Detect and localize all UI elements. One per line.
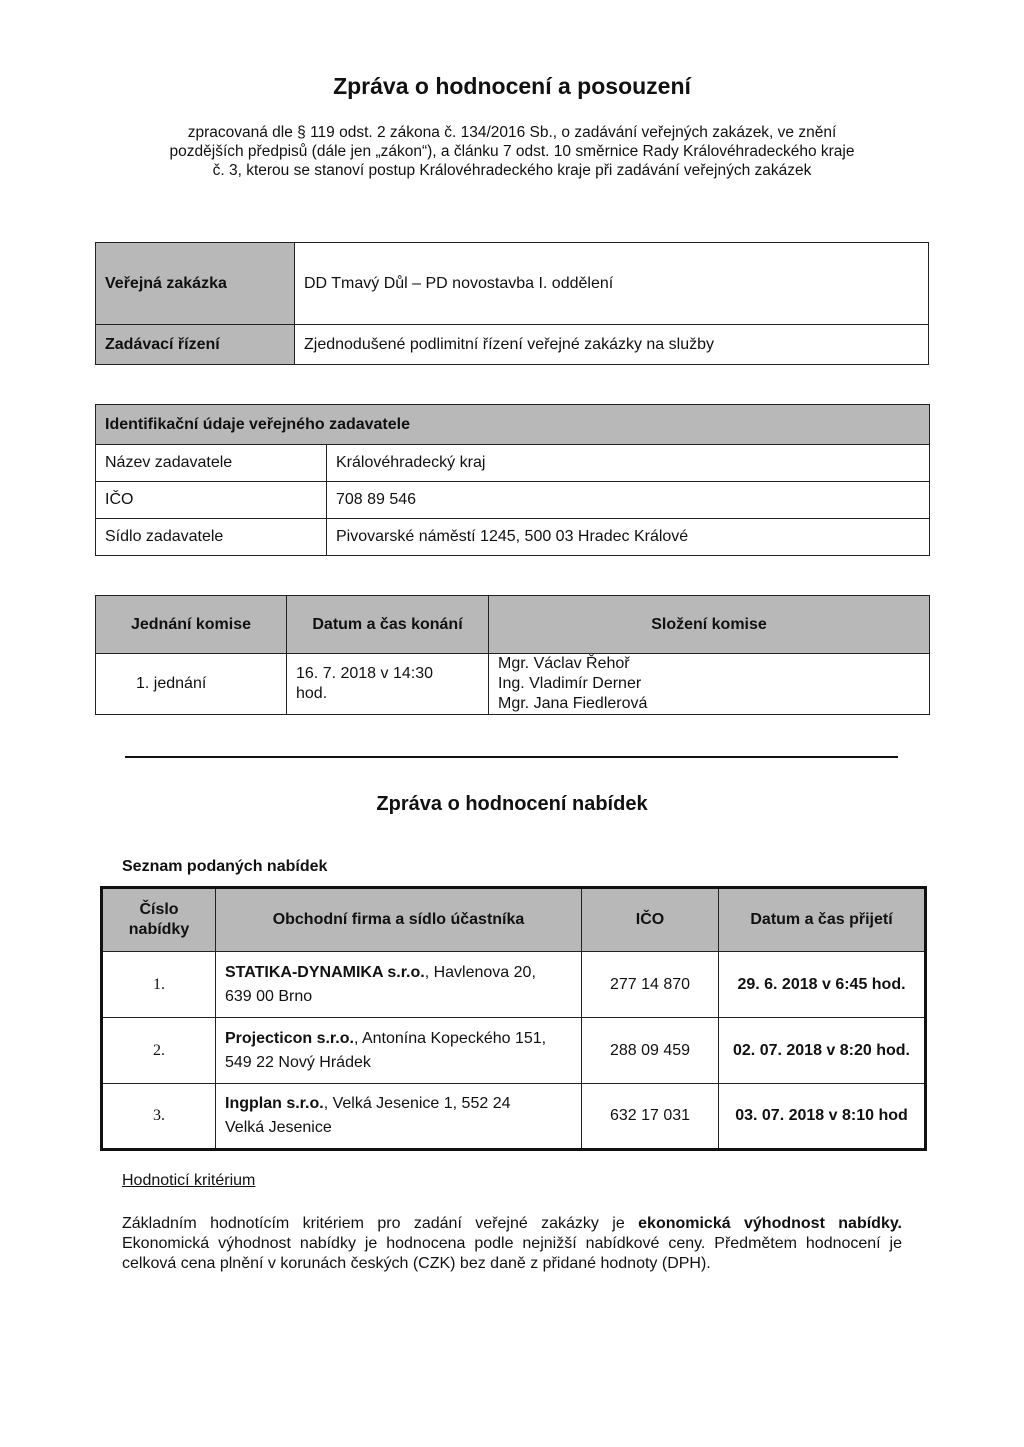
intro-line: zpracovaná dle § 119 odst. 2 zákona č. 134/2016 Sb., o zadávání veřejných zakázek, ve znění [187,124,837,141]
offers-header-number [102,888,216,952]
offer-firm [216,1084,582,1150]
authority-row-label: Sídlo zadavatele [96,519,327,556]
offer-ico: 288 09 459 [582,1018,719,1084]
authority-header: Identifikační údaje veřejného zadavatele [96,405,930,445]
contract-label: Veřejná zakázka [96,243,295,325]
offer-number: 2. [102,1018,216,1084]
section-divider [125,756,898,758]
procedure-label: Zadávací řízení [96,325,295,365]
offer-firm [216,1018,582,1084]
contract-table [95,242,929,365]
offer-firm-name: Ingplan s.r.o. [225,1095,324,1112]
authority-row-value: Pivovarské náměstí 1245, 500 03 Hradec Králové [327,519,930,556]
commission-header-members: Složení komise [489,596,930,654]
commission-header-meeting: Jednání komise [96,596,287,654]
offers-header-ico: IČO [582,888,719,952]
document-title: Zpráva o hodnocení a posouzení [333,73,691,99]
offer-firm-address: 639 00 Brno [225,987,313,1005]
meeting-datetime [287,654,489,715]
offer-received: 29. 6. 2018 v 6:45 hod. [719,952,926,1018]
authority-row-label: IČO [96,482,327,519]
criterion-text: Základním hodnotícím kritériem pro zadání veřejné zakázky je [122,1215,639,1232]
section-title: Zpráva o hodnocení nabídek [376,793,648,815]
offer-firm-address: , Velká Jesenice 1, 552 24 [323,1095,511,1112]
commission-table [95,595,930,715]
offer-row [102,1084,926,1150]
commission-member: Mgr. Jana Fiedlerová [498,695,648,712]
intro-line: pozdějších předpisů (dále jen „zákon“), a článku 7 odst. 10 směrnice Rady Královéhradeckého kraje [169,143,855,160]
offers-list-label: Seznam podaných nabídek [122,858,328,875]
criterion-text-bold: ekonomická výhodnost nabídky. [638,1215,902,1232]
offers-header-firm: Obchodní firma a sídlo účastníka [216,888,582,952]
offer-row [102,1018,926,1084]
intro-line: č. 3, kterou se stanoví postup Královéhradeckého kraje při zadávání veřejných zakázek [212,162,812,179]
offer-firm-name: STATIKA-DYNAMIKA s.r.o. [225,963,425,981]
offers-header-number-line: Číslo [139,901,179,918]
offer-firm-address: , Antonína Kopeckého 151, [353,1029,547,1047]
criterion-text: Ekonomická výhodnost nabídky je hodnocena podle nejnižší nabídkové ceny. Předmětem hodnocení je celková cena plnění v korunách českých (CZK) bez daně z přidané hodnoty (DPH). [122,1235,902,1272]
meeting-datetime-line: 16. 7. 2018 v 14:30 [296,665,433,682]
offer-number: 3. [102,1084,216,1150]
offer-number: 1. [102,952,216,1018]
offer-received: 02. 07. 2018 v 8:20 hod. [719,1018,926,1084]
offer-row [102,952,926,1018]
offers-table [100,886,927,1151]
intro-paragraph [120,123,904,180]
procedure-value: Zjednodušené podlimitní řízení veřejné zakázky na služby [295,325,929,365]
offer-firm-address: , Havlenova 20, [424,963,536,981]
commission-members [489,654,930,715]
authority-table [95,404,930,556]
authority-row-value: Královéhradecký kraj [327,445,930,482]
offer-received: 03. 07. 2018 v 8:10 hod [719,1084,926,1150]
offers-header-number-line: nabídky [128,921,190,938]
commission-header-datetime: Datum a čas konání [287,596,489,654]
offer-firm-address: Velká Jesenice [225,1119,332,1136]
contract-value: DD Tmavý Důl – PD novostavba I. oddělení [295,243,929,325]
authority-row-value: 708 89 546 [327,482,930,519]
offers-header-received: Datum a čas přijetí [719,888,926,952]
offer-firm-name: Projecticon s.r.o. [225,1029,354,1047]
meeting-number: 1. jednání [96,654,287,715]
offer-firm-address: 549 22 Nový Hrádek [225,1053,371,1071]
offer-ico: 277 14 870 [582,952,719,1018]
offer-ico: 632 17 031 [582,1084,719,1150]
meeting-datetime-line: hod. [296,685,328,702]
authority-row-label: Název zadavatele [96,445,327,482]
offer-firm [216,952,582,1018]
criterion-paragraph [122,1214,902,1274]
commission-member: Mgr. Václav Řehoř [498,655,630,672]
criterion-label: Hodnoticí kritérium [122,1172,256,1189]
commission-member: Ing. Vladimír Derner [498,675,642,692]
